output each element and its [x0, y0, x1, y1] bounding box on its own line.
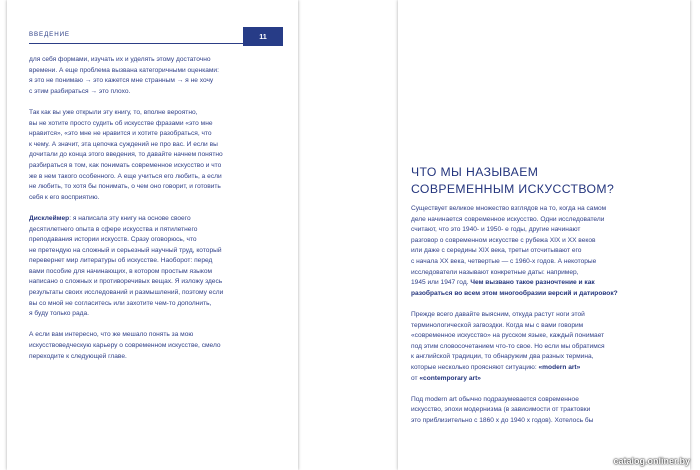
question-line-2: разобраться во всем этом многообразии версий и датировок? — [411, 289, 618, 297]
term-contemporary-art: «contemporary art» — [419, 374, 481, 382]
terminology-paragraph: Прежде всего давайте выясним, откуда растут ноги этой терминологической загвоздки. Когда мы с вами говорим «современное искусство» на русском языке, каждый понимает под этим словосочетанием что-то свое. Но если мы обратимся к английской традиции, то обнаружим два разных термина, которые несколько проясняют ситуацию: «modern art» от «contemporary art» — [411, 310, 605, 382]
paragraph: Так как вы уже открыли эту книгу, то, вполне вероятно, вы не хотите просто судить об искусстве фразами «это мне нравится», «это мне не нравится и хотите разобраться, что к чему. А значит, эта цепочка суждений не про вас. И если вы дочитали до конца этого введения, то давайте начнем понятно разбираться в том, как понимать современное искусство и что же в нем такого особенного. А еще учиться его любить, а если не любить, то хотя бы понимать, о чем оно говорит, и готовить себя к его восприятию. — [29, 108, 223, 201]
running-head: ВВЕДЕНИЕ — [29, 31, 70, 38]
disclaimer-paragraph: Дисклеймер: я написала эту книгу на основе своего десятилетнего опыта в сфере искусства и пятилетнего преподавания истории искусств. Сразу оговорюсь, что не претендую на сложный и серьезный научный труд, который перевернет мир литературы об искусстве. Наоборот: перед вами пособие для начинающих, в котором простым языком написано о сложных и противоречивых вещах. Я изложу здесь результаты своих исследований и размышлений, поэтому если вы со мной не согласитесь или захотите чем-то дополнить, я буду только рада. — [29, 214, 224, 318]
right-page — [398, 0, 690, 470]
disclaimer-lead: Дисклеймер — [29, 214, 70, 222]
term-modern-art: «modern art» — [538, 363, 581, 371]
site-watermark: catalog.onliner.by — [613, 456, 690, 466]
intro-paragraph: Существует великое множество взглядов на то, когда на самом деле начинается современное искусство. Одни исследователи считают, что это 1940- и 1950- е годы, другие начинают разговор о современном искусстве с рубежа XIX и XX веков или даже с середины XIX века, третьи отсчитывают его с начала XX века, четвертые — с 1960-х годов. А некоторые исследователи называют конкретные даты: например, 1945 или 1947 год. Чем вызвано такое разночтение и как разобраться во всем этом многообразии версий и датировок? — [411, 204, 683, 299]
paragraph: А если вам интересно, что же мешало понять за мою искусствоведческую карьеру о современном искусстве, смело переходите к следующей главе. — [29, 331, 221, 360]
right-body-text — [411, 204, 683, 437]
page-number: 11 — [243, 27, 283, 46]
paragraph: Под modern art обычно подразумевается современное искусство, эпохи модернизма (в зависимости от трактовки это приблизительно с 1860 х до 1940 х годов). Хотелось бы — [411, 395, 594, 424]
header-rule — [29, 43, 243, 44]
left-page — [7, 0, 298, 470]
left-body-text — [29, 55, 274, 373]
paragraph: для себя формами, изучать их и уделять этому достаточно времени. А еще проблема вызвана категоричными оценками: я это не понимаю → это кажется мне странным → я не хочу с этим разбираться → это плохо. — [29, 56, 219, 95]
chapter-title: ЧТО МЫ НАЗЫВАЕМ СОВРЕМЕННЫМ ИСКУССТВОМ? — [411, 165, 615, 196]
question-line-1: Чем вызвано такое разночтение и как — [470, 279, 595, 287]
